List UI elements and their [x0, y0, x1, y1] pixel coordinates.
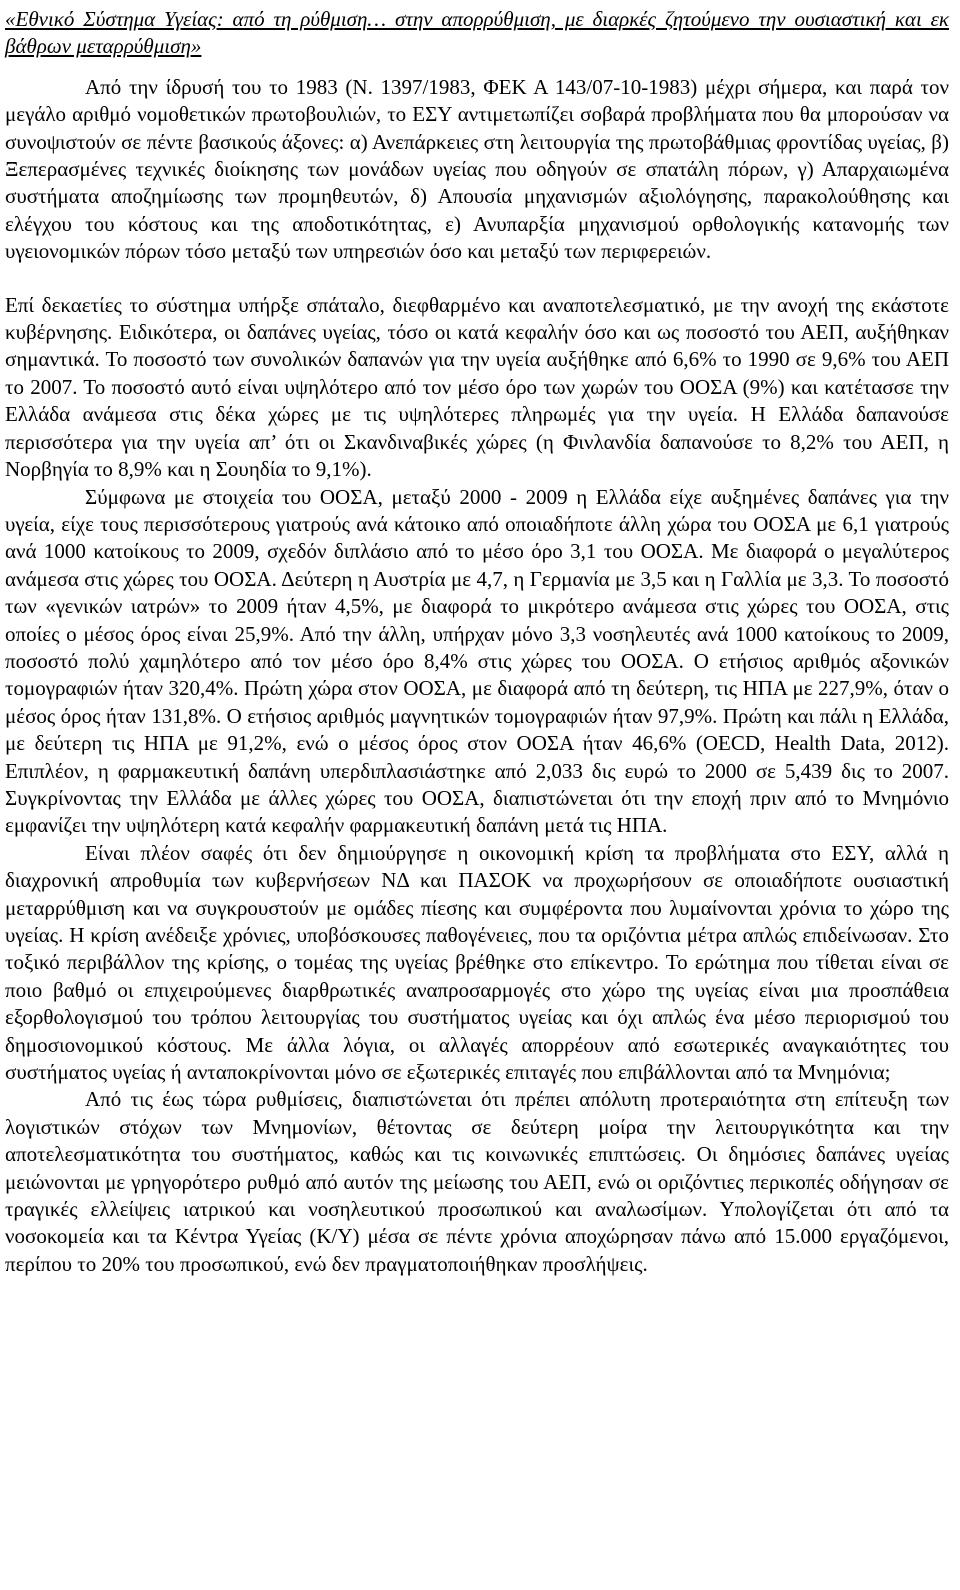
paragraph-oecd-data: Σύμφωνα με στοιχεία του ΟΟΣΑ, μεταξύ 2000 - 2009 η Ελλάδα είχε αυξημένες δαπάνες για την υγεία, είχε τους περισσότερους γιατρούς ανά κάτοικο από οποιαδήποτε άλλη χώρα του ΟΟΣΑ με 6,1 γιατρούς ανά 1000 κατοίκους το 2009, σχεδόν διπλάσιο από το μέσο όρο 3,1 του ΟΟΣΑ. Με διαφορά ο μεγαλύτερος ανάμεσα στις χώρες του ΟΟΣΑ. Δεύτερη η Αυστρία με 4,7, η Γερμανία με 3,5 και η Γαλλία με 3,3. Το ποσοστό των «γενικών ιατρών» το 2009 ήταν 4,5%, με διαφορά το μικρότερο ανάμεσα στις χώρες του ΟΟΣΑ, στις οποίες ο μέσος όρος είναι 25,9%. Από την άλλη, υπήρχαν μόνο 3,3 νοσηλευτές ανά 1000 κατοίκους το 2009, ποσοστό πολύ χαμηλότερο από τον μέσο όρο 8,4% στις χώρες του ΟΟΣΑ. Ο ετήσιος αριθμός αξονικών τομογραφιών ήταν 320,4%. Πρώτη χώρα στον ΟΟΣΑ, με διαφορά από τη δεύτερη, τις ΗΠΑ με 227,9%, όταν ο μέσος όρος ήταν 131,8%. Ο ετήσιος αριθμός μαγνητικών τομογραφιών ήταν 97,9%. Πρώτη και πάλι η Ελλάδα, με δεύτερη τις ΗΠΑ με 91,2%, ενώ ο μέσος όρος στον ΟΟΣΑ ήταν 46,6% (OECD, Health Data, 2012). Επιπλέον, η φαρμακευτική δαπάνη υπερδιπλασιάστηκε από 2,033 δις ευρώ το 2000 σε 5,439 δις το 2007. Συγκρίνοντας την Ελλάδα με άλλες χώρες του ΟΟΣΑ, διαπιστώνεται ότι την εποχή πριν από το Μνημόνιο εμφανίζει την υψηλότερη κατά κεφαλήν φαρμακευτική δαπάνη μετά τις ΗΠΑ.: [5, 484, 949, 838]
paragraph-memoranda-regulations: Από τις έως τώρα ρυθμίσεις, διαπιστώνεται ότι πρέπει απόλυτη προτεραιότητα στη επίτευξη των λογιστικών στόχων των Μνημονίων, θέτοντας σε δεύτερη μοίρα την λειτουργικότητα και την αποτελεσματικότητα του συστήματος, καθώς και τις κοινωνικές επιπτώσεις. Οι δημόσιες δαπάνες υγείας μειώνονται με γρηγορότερο ρυθμό από αυτόν της μείωσης του ΑΕΠ, ενώ οι οριζόντιες περικοπές οδήγησαν σε τραγικές ελλείψεις ιατρικού και νοσηλευτικού προσωπικού και αναλωσίμων. Υπολογίζεται ότι από τα νοσοκομεία και τα Κέντρα Υγείας (Κ/Υ) μέσα σε πέντε χρόνια αποχώρησαν πάνω από 15.000 εργαζόμενοι, περίπου το 20% του προσωπικού, ενώ δεν πραγματοποιήθηκαν προσλήψεις.: [5, 1087, 949, 1276]
document-title: «Εθνικό Σύστημα Υγείας: από τη ρύθμιση… στην απορρύθμιση, με διαρκές ζητούμενο την ουσιαστική και εκ βάθρων μεταρρύθμιση»: [5, 7, 949, 59]
paragraph-crisis: Είναι πλέον σαφές ότι δεν δημιούργησε η οικονομική κρίση τα προβλήματα στο ΕΣΥ, αλλά η διαχρονική απροθυμία των κυβερνήσεων ΝΔ και ΠΑΣΟΚ να προχωρήσουν σε οποιαδήποτε ουσιαστική μεταρρύθμιση και να συγκρουστούν με ομάδες πίεσης και συμφέροντα που λυμαίνονται χρόνια το χώρο της υγείας. Η κρίση ανέδειξε χρόνιες, υποβόσκουσες παθογένειες, που τα οριζόντια μέτρα απλώς επιδείνωσαν. Στο τοξικό περιβάλλον της κρίσης, ο τομέας της υγείας βρέθηκε στο επίκεντρο. Το ερώτημα που τίθεται είναι σε ποιο βαθμό οι επιχειρούμενες διαρθρωτικές αναπροσαρμογές στο χώρο της υγείας είναι μια προσπάθεια εξορθολογισμού του τρόπου λειτουργίας του συστήματος υγείας και όχι απλώς ένα μέσο περιορισμού του δημοσιονομικού κόστους. Με άλλα λόγια, οι αλλαγές απορρέουν από εσωτερικές αναγκαιότητες του συστήματος υγείας ή ανταποκρίνονται μόνο σε εξωτερικές επιταγές που επιβάλλονται από τα Μνημόνια;: [5, 840, 949, 1085]
paragraph-esy-problems: Από την ίδρυσή του το 1983 (Ν. 1397/1983, ΦΕΚ Α 143/07-10-1983) μέχρι σήμερα, και παρά τον μεγάλο αριθμό νομοθετικών πρωτοβουλιών, το ΕΣΥ αντιμετωπίζει σοβαρά προβλήματα που θα μπορούσαν να συνοψιστούν σε πέντε βασικούς άξονες: α) Ανεπάρκειες στη λειτουργία της πρωτοβάθμιας φροντίδας υγείας, β) Ξεπερασμένες τεχνικές διοίκησης των μονάδων υγείας που οδηγούν σε σπατάλη πόρων, γ) Απαρχαιωμένα συστήματα αποζημίωσης των προμηθευτών, δ) Απουσία μηχανισμών αξιολόγησης, παρακολούθησης και ελέγχου του κόστους και της αποδοτικότητας, ε) Ανυπαρξία μηχανισμού ορθολογικής κατανομής των υγειονομικών πόρων τόσο μεταξύ των υπηρεσιών όσο και μεταξύ των περιφερειών.: [5, 74, 949, 264]
paragraph-health-spending: Επί δεκαετίες το σύστημα υπήρξε σπάταλο, διεφθαρμένο και αναποτελεσματικό, με την ανοχή της εκάστοτε κυβέρνησης. Ειδικότερα, οι δαπάνες υγείας, τόσο οι κατά κεφαλήν όσο και ως ποσοστό του ΑΕΠ, αυξήθηκαν σημαντικά. Το ποσοστό των συνολικών δαπανών για την υγεία αυξήθηκε από 6,6% το 1990 σε 9,6% του ΑΕΠ το 2007. Το ποσοστό αυτό είναι υψηλότερο από τον μέσο όρο των χωρών του ΟΟΣΑ (9%) και κατέτασσε την Ελλάδα ανάμεσα στις δέκα χώρες με τις υψηλότερες πληρωμές για την υγεία. Η Ελλάδα δαπανούσε περισσότερα για την υγεία απ’ ότι οι Σκανδιναβικές χώρες (η Φινλανδία δαπανούσε το 8,2% του ΑΕΠ, η Νορβηγία το 8,9% και η Σουηδία το 9,1%).: [5, 292, 949, 482]
document-page: [5, 6, 949, 1278]
